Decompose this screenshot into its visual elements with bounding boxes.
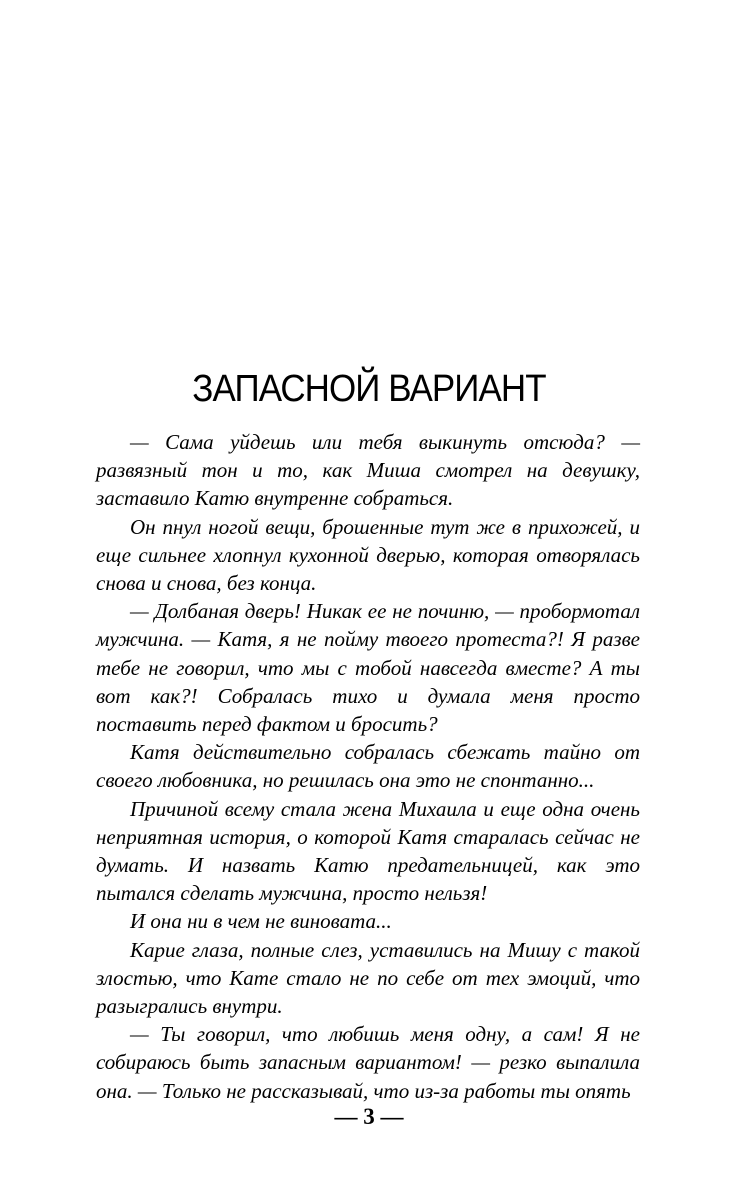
paragraph: Он пнул ногой вещи, брошенные тут же в прихожей, и еще сильнее хлопнул кухонной дверью, которая отворялась снова и снова, без конца.	[96, 514, 640, 596]
paragraph: — Долбаная дверь! Никак ее не починю, — пробормотал мужчина. — Катя, я не пойму твоего протеста?! Я разве тебе не говорил, что мы с тобой навсегда вместе? А ты вот как?! Собралась тихо и думала меня просто поставить перед фактом и бросить?	[96, 599, 640, 737]
body-text	[96, 428, 640, 1105]
page-number: — 3 —	[334, 1104, 404, 1129]
paragraph: Карие глаза, полные слез, уставились на Мишу с такой злостью, что Кате стало не по себе от тех эмоций, что разыгрались внутри.	[96, 937, 640, 1019]
paragraph: — Сама уйдешь или тебя выкинуть отсюда? — развязный тон и то, как Миша смотрел на девушку, заставило Катю внутренне собраться.	[96, 430, 640, 511]
paragraph: И она ни в чем не виновата...	[130, 909, 392, 934]
paragraph: Катя действительно собралась сбежать тайно от своего любовника, но решилась она это не спонтанно...	[96, 740, 640, 793]
paragraph: Причиной всему стала жена Михаила и еще одна очень неприятная история, о которой Катя старалась сейчас не думать. И назвать Катю предательницей, как это пытался сделать мужчина, просто нельзя!	[96, 796, 640, 906]
chapter-title: ЗАПАСНОЙ ВАРИАНТ	[192, 368, 546, 410]
paragraph: — Ты говорил, что любишь меня одну, а сам! Я не собираюсь быть запасным вариантом! — резко выпалила она. — Только не рассказывай, что из-за работы ты опять	[96, 1022, 640, 1103]
